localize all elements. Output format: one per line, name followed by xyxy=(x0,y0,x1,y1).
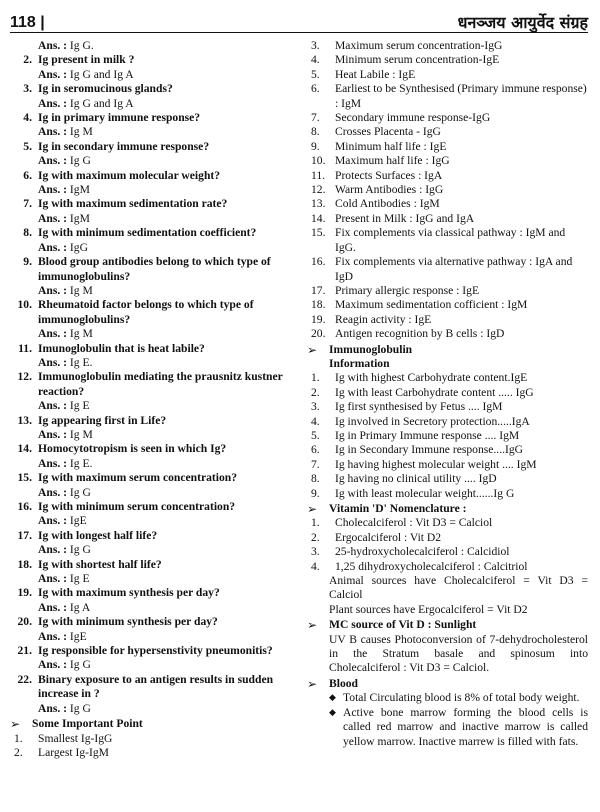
answer-label: Ans. : xyxy=(38,543,67,557)
item-number: 7. xyxy=(311,111,320,125)
question-item xyxy=(10,342,291,356)
item-number: 1. xyxy=(311,516,320,530)
question-number: 11. xyxy=(18,341,32,355)
item-number: 4. xyxy=(311,414,320,428)
item-number: 1. xyxy=(311,371,320,385)
bullet-text: Total Circulating blood is 8% of total body weight. xyxy=(343,691,580,705)
question-number: 20. xyxy=(17,615,32,629)
mc-paragraph: UV B causes Photoconversion of 7-dehydrocholesterol in the Stratum basale and spinosum into Cholecalciferol : Vit D3 = Calciol. xyxy=(329,632,588,675)
bullet-text: Active bone marrow forming the blood cells is called red marrow and inactive marrow is called yellow marrow. Inactive marrew is filled with fats. xyxy=(343,705,588,748)
question-item xyxy=(10,414,291,428)
item-text: Ig first synthesised by Fetus .... IgM xyxy=(335,400,503,414)
answer-label: Ans. : xyxy=(38,658,67,672)
answer-label: Ans. : xyxy=(38,283,67,297)
item-number: 3. xyxy=(311,400,320,414)
immuno-item xyxy=(307,400,588,414)
question-number: 3. xyxy=(23,82,32,96)
vitd-item xyxy=(307,545,588,559)
answer-label: Ans. : xyxy=(38,67,67,81)
question-number: 9. xyxy=(23,255,32,269)
answer-label: Ans. : xyxy=(38,427,67,441)
left-column xyxy=(10,39,291,760)
item-number: 17. xyxy=(311,283,326,297)
answer-text: Ig G xyxy=(69,154,91,168)
item-number: 13. xyxy=(311,197,326,211)
question-list xyxy=(10,53,291,716)
answer-line xyxy=(10,428,291,442)
answer-line xyxy=(10,68,291,82)
blood-bullet-item xyxy=(307,706,588,749)
item-text: Smallest Ig-IgG xyxy=(38,731,113,745)
immuno-list xyxy=(307,371,588,501)
answer-label: Ans. : xyxy=(38,572,67,586)
item-text: Ig with highest Carbohydrate content.IgE xyxy=(335,371,528,385)
question-text: Ig with maximum serum concentration? xyxy=(38,471,238,485)
question-text: Ig in primary immune response? xyxy=(38,111,201,125)
point-item xyxy=(307,197,588,211)
question-text: Imunoglobulin that is heat labile? xyxy=(38,341,205,355)
question-item xyxy=(10,673,291,702)
question-text: Blood group antibodies belong to which type of immunoglobulins? xyxy=(38,255,271,283)
item-number: 20. xyxy=(311,327,326,341)
vitd-list xyxy=(307,516,588,574)
point-item xyxy=(307,212,588,226)
question-item xyxy=(10,370,291,399)
answer-text: Ig M xyxy=(69,327,93,341)
blood-bullet-item xyxy=(307,691,588,705)
book-title: धनञ्जय आयुर्वेद संग्रह xyxy=(457,12,588,32)
question-item xyxy=(10,644,291,658)
important-item xyxy=(10,732,291,746)
answer-text: IgG xyxy=(69,240,88,254)
answer-text: IgM xyxy=(69,211,90,225)
item-text: Protects Surfaces : IgA xyxy=(335,168,443,182)
item-text: Ig having highest molecular weight .... IgM xyxy=(335,457,537,471)
item-number: 3. xyxy=(311,39,320,52)
question-number: 13. xyxy=(17,413,32,427)
point-item xyxy=(307,327,588,341)
answer-line xyxy=(10,125,291,139)
question-number: 14. xyxy=(17,442,32,456)
immuno-item xyxy=(307,415,588,429)
page-header xyxy=(10,0,588,33)
immuno-item xyxy=(307,487,588,501)
item-text: Ig in Primary Immune response .... IgM xyxy=(335,428,520,442)
answer-text: IgE xyxy=(69,514,87,528)
question-text: Ig with minimum synthesis per day? xyxy=(38,615,218,629)
answer-line xyxy=(10,514,291,528)
item-text: Antigen recognition by B cells : IgD xyxy=(335,327,505,341)
vitd-item xyxy=(307,560,588,574)
answer-line xyxy=(10,154,291,168)
item-number: 2. xyxy=(14,745,23,759)
item-text: Maximum serum concentration-IgG xyxy=(335,39,503,52)
answer-line xyxy=(10,601,291,615)
answer-line xyxy=(10,630,291,644)
arrow-icon: ➢ xyxy=(307,676,318,691)
answer-label: Ans. : xyxy=(38,456,67,470)
important-item xyxy=(10,746,291,760)
immuno-item xyxy=(307,429,588,443)
item-number: 7. xyxy=(311,457,320,471)
point-item xyxy=(307,82,588,111)
point-item xyxy=(307,53,588,67)
point-item xyxy=(307,39,588,53)
answer-line xyxy=(10,97,291,111)
question-number: 7. xyxy=(23,197,32,211)
answer-line xyxy=(10,241,291,255)
answer-text: Ig G xyxy=(69,701,91,715)
question-number: 18. xyxy=(17,557,32,571)
item-number: 9. xyxy=(311,139,320,153)
answer-line xyxy=(10,284,291,298)
answer-text: IgE xyxy=(69,629,87,643)
right-column xyxy=(307,39,588,760)
answer-text: Ig A xyxy=(69,600,91,614)
question-text: Ig appearing first in Life? xyxy=(38,413,167,427)
section-heading-vitd: ➢ Vitamin 'D' Nomenclature : xyxy=(307,502,467,516)
question-item xyxy=(10,140,291,154)
vitd-item xyxy=(307,531,588,545)
answer-label: Ans. : xyxy=(38,125,67,139)
bullet-icon: ◆ xyxy=(329,693,336,704)
immuno-item xyxy=(307,443,588,457)
answer-label: Ans. : xyxy=(38,514,67,528)
question-item xyxy=(10,615,291,629)
question-item xyxy=(10,82,291,96)
answer-line: Ans. : Ig G. xyxy=(38,39,94,52)
point-item xyxy=(307,154,588,168)
answer-text: Ig G and Ig A xyxy=(69,67,134,81)
question-number: 17. xyxy=(17,528,32,542)
question-item xyxy=(10,197,291,211)
immuno-item xyxy=(307,472,588,486)
answer-label: Ans. : xyxy=(38,600,67,614)
item-text: Minimum half life : IgE xyxy=(335,139,447,153)
answer-label: Ans. : xyxy=(38,96,67,110)
answer-text: Ig G xyxy=(69,543,91,557)
answer-label: Ans. : xyxy=(38,240,67,254)
item-text: Present in Milk : IgG and IgA xyxy=(335,211,475,225)
bullet-icon: ◆ xyxy=(329,707,336,718)
point-item xyxy=(307,183,588,197)
answer-text: Ig M xyxy=(69,283,93,297)
question-item xyxy=(10,442,291,456)
item-text: Secondary immune response-IgG xyxy=(335,111,491,125)
item-number: 18. xyxy=(311,298,326,312)
point-item xyxy=(307,125,588,139)
question-number: 22. xyxy=(17,672,32,686)
item-text: Ergocalciferol : Vit D2 xyxy=(335,530,442,544)
question-number: 2. xyxy=(23,53,32,67)
item-number: 9. xyxy=(311,486,320,500)
point-item xyxy=(307,255,588,284)
item-number: 11. xyxy=(311,168,326,182)
question-number: 4. xyxy=(23,111,32,125)
question-number: 6. xyxy=(23,168,32,182)
item-number: 5. xyxy=(311,428,320,442)
point-item xyxy=(307,68,588,82)
item-text: 1,25 dihydroxycholecalciferol : Calcitriol xyxy=(335,559,528,573)
item-text: Fix complements via classical pathway : IgM and IgG. xyxy=(335,226,566,254)
item-number: 2. xyxy=(311,530,320,544)
question-number: 8. xyxy=(23,226,32,240)
item-text: Cholecalciferol : Vit D3 = Calciol xyxy=(335,516,493,530)
item-number: 8. xyxy=(311,472,320,486)
answer-line xyxy=(10,457,291,471)
question-text: Immunoglobulin mediating the prausnitz kustner reaction? xyxy=(38,370,283,398)
answer-text: Ig E xyxy=(69,399,90,413)
vitd-paragraph-plant: Plant sources have Ergocalciferol = Vit D2 xyxy=(329,602,528,616)
item-text: Ig in Secondary Immune response....IgG xyxy=(335,443,524,457)
answer-text: Ig E xyxy=(69,572,90,586)
blood-list xyxy=(307,691,588,749)
answer-label: Ans. : xyxy=(38,399,67,413)
question-number: 21. xyxy=(17,644,32,658)
arrow-icon: ➢ xyxy=(10,717,21,732)
question-text: Ig with maximum molecular weight? xyxy=(38,168,221,182)
question-item xyxy=(10,471,291,485)
answer-label: Ans. : xyxy=(38,355,67,369)
question-text: Rheumatoid factor belongs to which type of immunoglobulins? xyxy=(38,298,254,326)
question-text: Ig in seromucinous glands? xyxy=(38,82,173,96)
item-text: Reagin activity : IgE xyxy=(335,312,432,326)
section-heading-blood: ➢ Blood xyxy=(307,676,358,691)
arrow-icon: ➢ xyxy=(307,502,318,516)
item-text: Earliest to be Synthesised (Primary immune response) : IgM xyxy=(335,82,587,110)
point-item xyxy=(307,284,588,298)
item-text: Warm Antibodies : IgG xyxy=(335,183,444,197)
subheading-information: Information xyxy=(329,356,390,370)
item-number: 1. xyxy=(14,731,23,745)
immuno-item xyxy=(307,371,588,385)
item-number: 2. xyxy=(311,385,320,399)
point-item xyxy=(307,140,588,154)
item-text: Heat Labile : IgE xyxy=(335,67,416,81)
item-number: 16. xyxy=(311,255,326,269)
item-number: 5. xyxy=(311,67,320,81)
point-item xyxy=(307,111,588,125)
item-number: 3. xyxy=(311,545,320,559)
item-text: Maximum half life : IgG xyxy=(335,154,450,168)
answer-line xyxy=(10,327,291,341)
question-number: 12. xyxy=(17,370,32,384)
answer-line xyxy=(10,543,291,557)
item-text: Largest Ig-IgM xyxy=(38,745,109,759)
item-text: Ig with least molecular weight......Ig G xyxy=(335,486,515,500)
item-text: Ig with least Carbohydrate content ..... IgG xyxy=(335,385,534,399)
item-text: Crosses Placenta - IgG xyxy=(335,125,441,139)
item-text: Fix complements via alternative pathway : IgA and IgD xyxy=(335,255,573,283)
question-text: Ig with longest half life? xyxy=(38,528,158,542)
answer-text: IgM xyxy=(69,183,90,197)
arrow-icon: ➢ xyxy=(307,342,318,357)
question-text: Homocytotropism is seen in which Ig? xyxy=(38,442,227,456)
item-text: Maximum sedimentation cofficient : IgM xyxy=(335,298,528,312)
question-text: Ig with shortest half life? xyxy=(38,557,162,571)
item-number: 4. xyxy=(311,559,320,573)
question-text: Ig with minimum serum concentration? xyxy=(38,500,236,513)
item-number: 4. xyxy=(311,53,320,67)
point-item xyxy=(307,313,588,327)
answer-line xyxy=(10,356,291,370)
item-number: 15. xyxy=(311,226,326,240)
immuno-item xyxy=(307,386,588,400)
point-item xyxy=(307,298,588,312)
answer-line xyxy=(10,572,291,586)
item-text: Cold Antibodies : IgM xyxy=(335,197,440,211)
section-heading-important: ➢ Some Important Point xyxy=(10,717,143,732)
immuno-item xyxy=(307,458,588,472)
page-number: 118 | xyxy=(10,13,45,31)
question-item xyxy=(10,529,291,543)
question-text: Ig in secondary immune response? xyxy=(38,139,210,153)
question-text: Ig responsible for hypersenstivity pneumonitis? xyxy=(38,644,273,658)
answer-text: Ig G xyxy=(69,485,91,499)
question-text: Binary exposure to an antigen results in sudden increase in ? xyxy=(38,672,274,701)
section-heading-mc-source: ➢ MC source of Vit D : Sunlight xyxy=(307,618,477,633)
item-text: Ig involved in Secretory protection.....IgA xyxy=(335,414,530,428)
question-item xyxy=(10,298,291,327)
answer-line xyxy=(10,702,291,716)
answer-line xyxy=(10,486,291,500)
question-number: 19. xyxy=(17,586,32,600)
item-text: 25-hydroxycholecalciferol : Calcidiol xyxy=(335,545,510,559)
question-text: Ig with minimum sedimentation coefficient? xyxy=(38,226,257,240)
question-text: Ig with maximum sedimentation rate? xyxy=(38,197,228,211)
point-item xyxy=(307,169,588,183)
answer-text: Ig E. xyxy=(69,355,93,369)
item-number: 6. xyxy=(311,443,320,457)
answer-label: Ans. : xyxy=(38,701,67,715)
answer-line xyxy=(10,183,291,197)
question-text: Ig present in milk ? xyxy=(38,53,135,67)
answer-label: Ans. : xyxy=(38,485,67,499)
item-number: 12. xyxy=(311,183,326,197)
item-number: 19. xyxy=(311,312,326,326)
question-number: 16. xyxy=(17,500,32,513)
answer-line xyxy=(10,658,291,672)
answer-line xyxy=(10,212,291,226)
arrow-icon: ➢ xyxy=(307,618,318,633)
question-item xyxy=(10,226,291,240)
question-number: 5. xyxy=(23,139,32,153)
question-number: 10. xyxy=(17,298,32,312)
question-item xyxy=(10,111,291,125)
item-number: 6. xyxy=(311,82,320,96)
point-item xyxy=(307,226,588,255)
vitd-item xyxy=(307,516,588,530)
question-number: 15. xyxy=(17,471,32,485)
answer-text: Ig M xyxy=(69,427,93,441)
answer-text: Ig E. xyxy=(69,456,93,470)
answer-label: Ans. : xyxy=(38,327,67,341)
item-number: 8. xyxy=(311,125,320,139)
question-item xyxy=(10,255,291,284)
item-text: Ig having no clinical utility .... IgD xyxy=(335,472,497,486)
question-item xyxy=(10,586,291,600)
item-number: 10. xyxy=(311,154,326,168)
answer-text: Ig G and Ig A xyxy=(69,96,134,110)
question-item xyxy=(10,558,291,572)
question-text: Ig with maximum synthesis per day? xyxy=(38,586,220,600)
answer-label: Ans. : xyxy=(38,629,67,643)
answer-label: Ans. : xyxy=(38,211,67,225)
answer-label: Ans. : xyxy=(38,154,67,168)
vitd-paragraph-animal: Animal sources have Cholecalciferol = Vit D3 = Calciol xyxy=(329,574,588,602)
answer-label: Ans. : xyxy=(38,183,67,197)
section-heading-immunoglobulin: ➢ Immunoglobulin xyxy=(307,342,413,357)
question-item xyxy=(10,169,291,183)
important-list xyxy=(10,732,291,761)
question-item xyxy=(10,53,291,67)
answer-text: Ig M xyxy=(69,125,93,139)
answer-line xyxy=(10,399,291,413)
item-text: Primary allergic response : IgE xyxy=(335,283,480,297)
item-number: 14. xyxy=(311,211,326,225)
item-text: Minimum serum concentration-IgE xyxy=(335,53,500,67)
question-item xyxy=(10,500,291,514)
points-list xyxy=(307,39,588,342)
answer-text: Ig G xyxy=(69,658,91,672)
